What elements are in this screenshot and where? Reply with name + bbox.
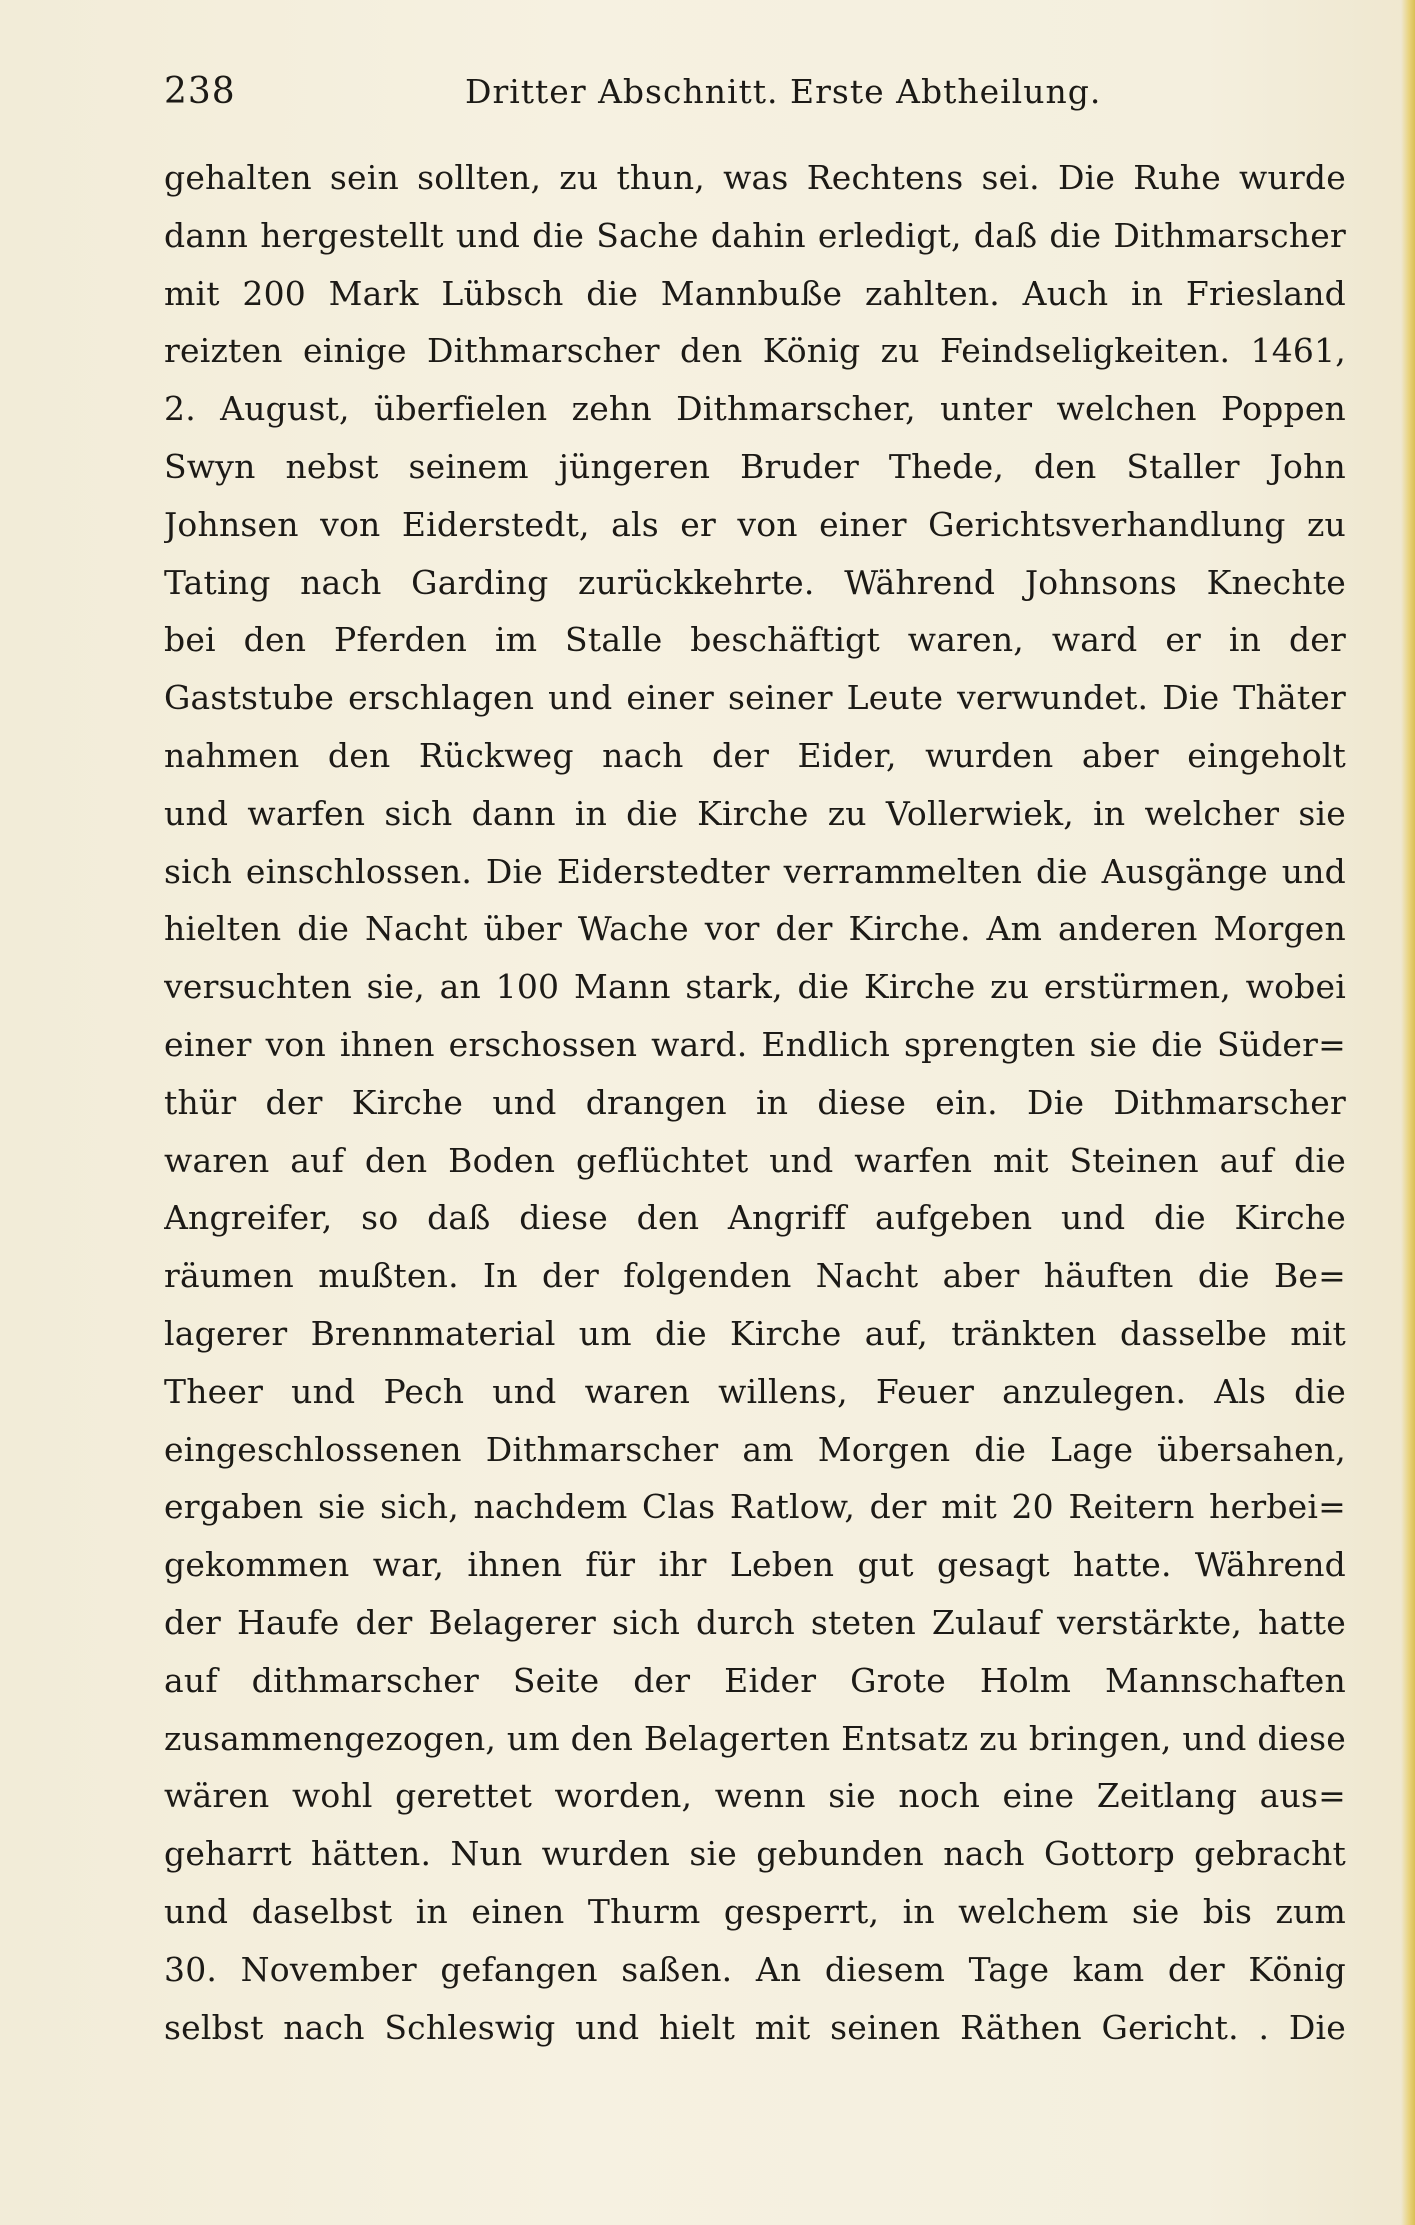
text-line: selbst nach Schleswig und hielt mit seinen Räthen Gericht. . Die bbox=[164, 2007, 1346, 2047]
page-edge bbox=[1401, 0, 1415, 2225]
text-line: 30. November gefangen saßen. An diesem Tage kam der König bbox=[164, 1949, 1346, 1989]
text-line: hielten die Nacht über Wache vor der Kirche. Am anderen Morgen bbox=[164, 909, 1346, 949]
text-line: Johnsen von Eiderstedt, als er von einer Gerichtsverhandlung zu bbox=[164, 504, 1346, 544]
body-text bbox=[164, 149, 1346, 2056]
text-line: Angreifer, so daß diese den Angriff aufgeben und die Kirche bbox=[164, 1198, 1346, 1238]
text-line: ergaben sie sich, nachdem Clas Ratlow, der mit 20 Reitern herbei= bbox=[164, 1487, 1346, 1527]
text-line: Tating nach Garding zurückkehrte. Während Johnsons Knechte bbox=[164, 562, 1346, 602]
text-line: versuchten sie, an 100 Mann stark, die Kirche zu erstürmen, wobei bbox=[164, 967, 1346, 1007]
text-line: auf dithmarscher Seite der Eider Grote Holm Mannschaften bbox=[164, 1660, 1346, 1700]
text-line: und daselbst in einen Thurm gesperrt, in welchem sie bis zum bbox=[164, 1891, 1346, 1931]
text-line: thür der Kirche und drangen in diese ein. Die Dithmarscher bbox=[164, 1082, 1346, 1122]
page-number: 238 bbox=[164, 71, 236, 112]
text-line: 2. August, überfielen zehn Dithmarscher, unter welchen Poppen bbox=[164, 389, 1346, 429]
text-line: sich einschlossen. Die Eiderstedter verrammelten die Ausgänge und bbox=[164, 851, 1346, 891]
text-line: einer von ihnen erschossen ward. Endlich sprengten sie die Süder= bbox=[164, 1024, 1346, 1064]
text-line: wären wohl gerettet worden, wenn sie noch eine Zeitlang aus= bbox=[164, 1776, 1346, 1816]
text-line: und warfen sich dann in die Kirche zu Vollerwiek, in welcher sie bbox=[164, 793, 1346, 833]
text-line: eingeschlossenen Dithmarscher am Morgen die Lage übersahen, bbox=[164, 1429, 1346, 1469]
running-header bbox=[164, 62, 1304, 122]
text-line: gehalten sein sollten, zu thun, was Rechtens sei. Die Ruhe wurde bbox=[164, 158, 1346, 197]
text-line: waren auf den Boden geflüchtet und warfen mit Steinen auf die bbox=[164, 1140, 1346, 1180]
text-line: dann hergestellt und die Sache dahin erledigt, daß die Dithmarscher bbox=[164, 215, 1346, 255]
text-line: bei den Pferden im Stalle beschäftigt waren, ward er in der bbox=[164, 620, 1346, 660]
text-line: nahmen den Rückweg nach der Eider, wurden aber eingeholt bbox=[164, 735, 1346, 775]
text-line: Gaststube erschlagen und einer seiner Leute verwundet. Die Thäter bbox=[164, 678, 1346, 718]
text-line: geharrt hätten. Nun wurden sie gebunden nach Gottorp gebracht bbox=[164, 1834, 1346, 1874]
text-line: mit 200 Mark Lübsch die Mannbuße zahlten. Auch in Friesland bbox=[164, 273, 1346, 313]
text-line: Swyn nebst seinem jüngeren Bruder Thede, den Staller John bbox=[164, 446, 1346, 486]
text-line: der Haufe der Belagerer sich durch steten Zulauf verstärkte, hatte bbox=[164, 1602, 1346, 1642]
text-line: räumen mußten. In der folgenden Nacht aber häuften die Be= bbox=[164, 1256, 1346, 1296]
text-line: reizten einige Dithmarscher den König zu Feindseligkeiten. 1461, bbox=[164, 331, 1346, 371]
text-line: gekommen war, ihnen für ihr Leben gut gesagt hatte. Während bbox=[164, 1545, 1346, 1585]
text-line: Theer und Pech und waren willens, Feuer anzulegen. Als die bbox=[164, 1371, 1346, 1411]
text-line: zusammengezogen, um den Belagerten Entsatz zu bringen, und diese bbox=[164, 1718, 1346, 1758]
text-line: lagerer Brennmaterial um die Kirche auf, tränkten dasselbe mit bbox=[164, 1313, 1346, 1353]
running-title: Dritter Abschnitt. Erste Abtheilung. bbox=[465, 72, 1102, 111]
